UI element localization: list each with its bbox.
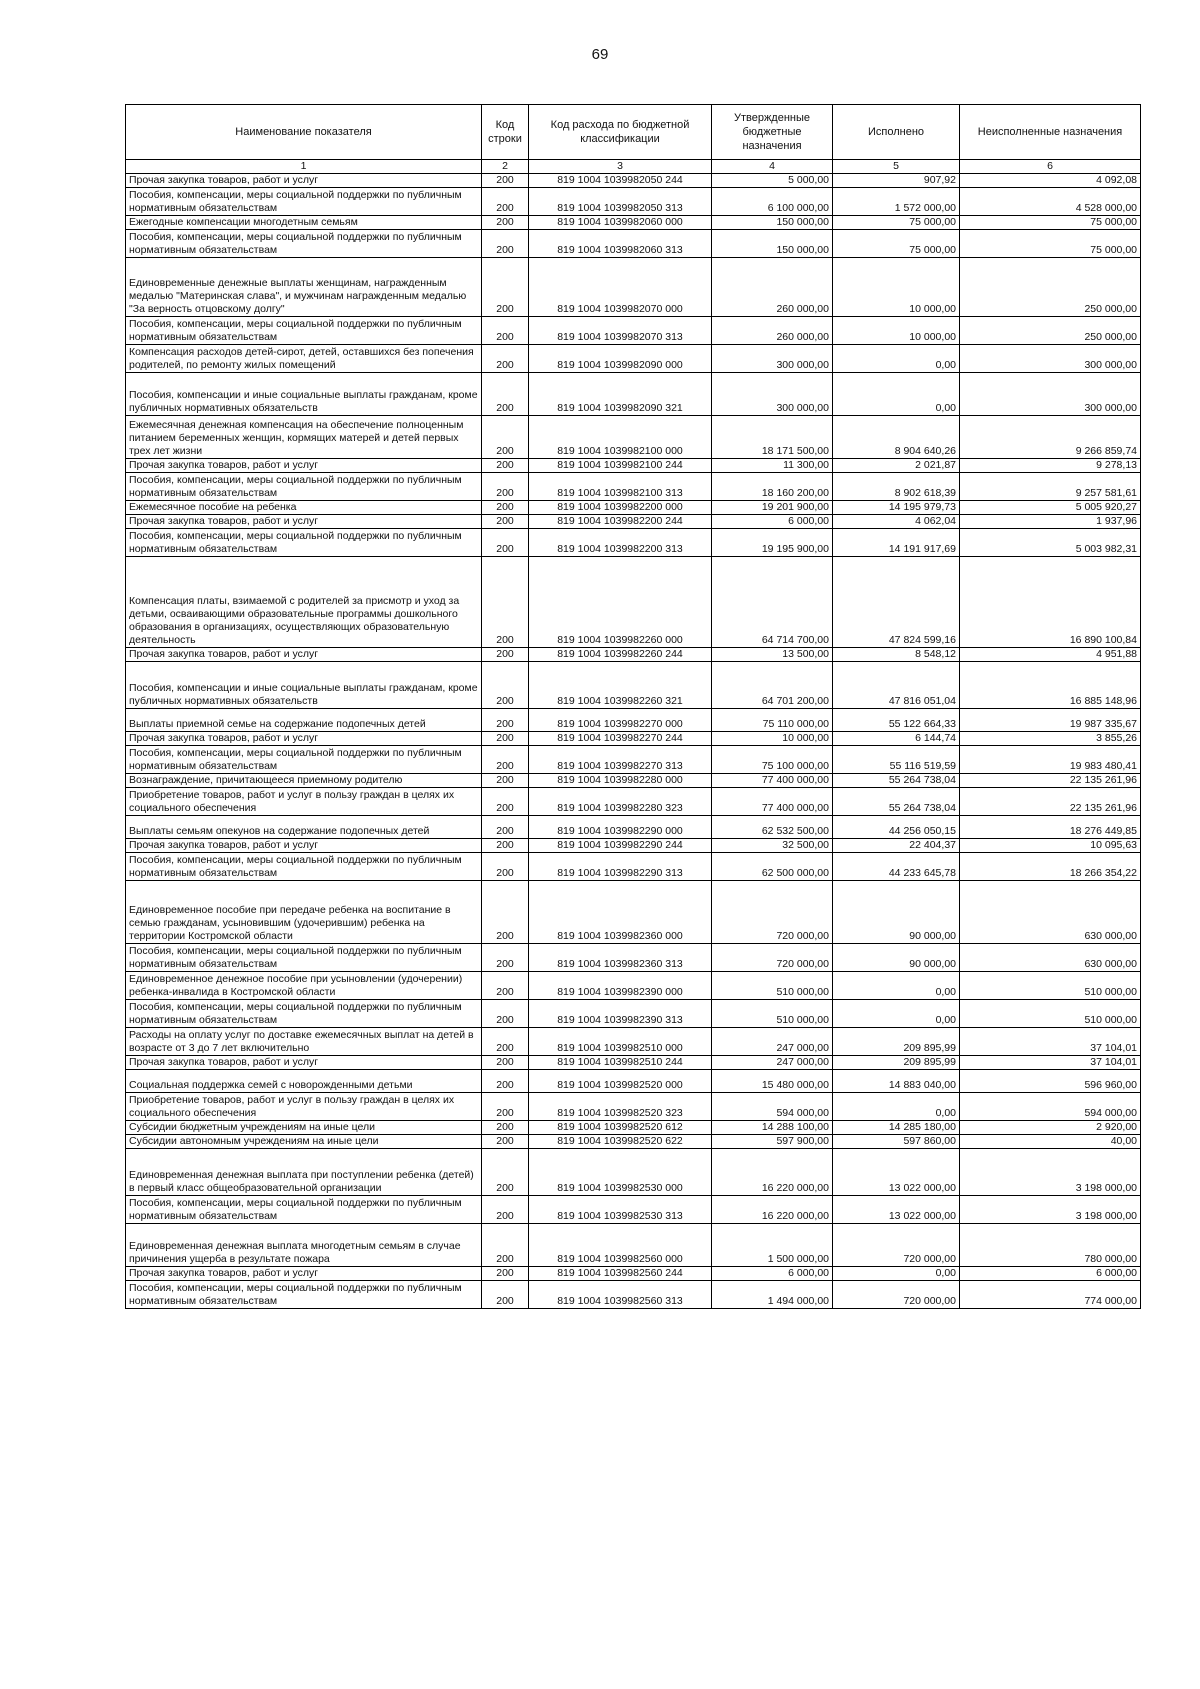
row-name: Пособия, компенсации и иные социальные выплаты гражданам, кроме публичных нормативных обязательств (126, 373, 482, 416)
row-name: Субсидии бюджетным учреждениям на иные цели (126, 1121, 482, 1135)
table-row (126, 839, 1141, 853)
row-executed: 1 572 000,00 (833, 188, 960, 216)
row-approved: 62 532 500,00 (712, 816, 833, 839)
row-line-code: 200 (482, 648, 529, 662)
row-unexecuted: 630 000,00 (960, 944, 1141, 972)
row-unexecuted: 2 920,00 (960, 1121, 1141, 1135)
row-executed: 907,92 (833, 174, 960, 188)
table-row (126, 1028, 1141, 1056)
row-name: Выплаты семьям опекунов на содержание подопечных детей (126, 816, 482, 839)
row-line-code: 200 (482, 174, 529, 188)
row-approved: 1 500 000,00 (712, 1224, 833, 1267)
row-unexecuted: 4 951,88 (960, 648, 1141, 662)
row-executed: 0,00 (833, 1267, 960, 1281)
row-approved: 64 701 200,00 (712, 662, 833, 709)
row-name: Пособия, компенсации, меры социальной поддержки по публичным нормативным обязательствам (126, 853, 482, 881)
row-approved: 510 000,00 (712, 1000, 833, 1028)
row-line-code: 200 (482, 216, 529, 230)
row-approved: 247 000,00 (712, 1056, 833, 1070)
table-row (126, 816, 1141, 839)
row-unexecuted: 594 000,00 (960, 1093, 1141, 1121)
row-name: Ежегодные компенсации многодетным семьям (126, 216, 482, 230)
row-executed: 209 895,99 (833, 1056, 960, 1070)
row-approved: 32 500,00 (712, 839, 833, 853)
row-name: Приобретение товаров, работ и услуг в пользу граждан в целях их социального обеспечения (126, 1093, 482, 1121)
row-budget-code: 819 1004 1039982520 622 (529, 1135, 712, 1149)
header-line-code: Код строки (482, 105, 529, 160)
table-row (126, 1281, 1141, 1309)
table-row (126, 1149, 1141, 1196)
row-approved: 16 220 000,00 (712, 1196, 833, 1224)
row-budget-code: 819 1004 1039982060 000 (529, 216, 712, 230)
row-unexecuted: 510 000,00 (960, 1000, 1141, 1028)
table-row (126, 317, 1141, 345)
row-executed: 0,00 (833, 1000, 960, 1028)
row-unexecuted: 19 987 335,67 (960, 709, 1141, 732)
row-name: Ежемесячная денежная компенсация на обеспечение полноценным питанием беременных женщин, кормящих матерей и детей первых трех лет жизни (126, 416, 482, 459)
row-approved: 300 000,00 (712, 345, 833, 373)
table-body (126, 174, 1141, 1309)
page-number: 69 (591, 46, 609, 63)
column-number: 4 (712, 160, 833, 174)
row-unexecuted: 16 890 100,84 (960, 557, 1141, 648)
row-line-code: 200 (482, 1056, 529, 1070)
row-executed: 55 264 738,04 (833, 788, 960, 816)
row-unexecuted: 300 000,00 (960, 373, 1141, 416)
row-name: Прочая закупка товаров, работ и услуг (126, 648, 482, 662)
row-budget-code: 819 1004 1039982090 000 (529, 345, 712, 373)
row-budget-code: 819 1004 1039982530 000 (529, 1149, 712, 1196)
row-budget-code: 819 1004 1039982260 244 (529, 648, 712, 662)
row-name: Приобретение товаров, работ и услуг в пользу граждан в целях их социального обеспечения (126, 788, 482, 816)
row-line-code: 200 (482, 188, 529, 216)
row-unexecuted: 5 003 982,31 (960, 529, 1141, 557)
row-line-code: 200 (482, 1196, 529, 1224)
row-approved: 720 000,00 (712, 881, 833, 944)
row-line-code: 200 (482, 816, 529, 839)
table-row (126, 230, 1141, 258)
row-budget-code: 819 1004 1039982520 000 (529, 1070, 712, 1093)
row-unexecuted: 1 937,96 (960, 515, 1141, 529)
row-approved: 18 171 500,00 (712, 416, 833, 459)
row-name: Компенсация расходов детей-сирот, детей, оставшихся без попечения родителей, по ремонту жилых помещений (126, 345, 482, 373)
row-unexecuted: 510 000,00 (960, 972, 1141, 1000)
row-executed: 55 264 738,04 (833, 774, 960, 788)
row-unexecuted: 16 885 148,96 (960, 662, 1141, 709)
row-budget-code: 819 1004 1039982530 313 (529, 1196, 712, 1224)
table-row (126, 972, 1141, 1000)
row-unexecuted: 6 000,00 (960, 1267, 1141, 1281)
column-number: 5 (833, 160, 960, 174)
table-row (126, 216, 1141, 230)
row-approved: 300 000,00 (712, 373, 833, 416)
header-unexecuted: Неисполненные назначения (960, 105, 1141, 160)
row-line-code: 200 (482, 972, 529, 1000)
row-executed: 13 022 000,00 (833, 1149, 960, 1196)
row-executed: 4 062,04 (833, 515, 960, 529)
row-budget-code: 819 1004 1039982520 323 (529, 1093, 712, 1121)
row-approved: 77 400 000,00 (712, 788, 833, 816)
row-budget-code: 819 1004 1039982260 000 (529, 557, 712, 648)
row-approved: 10 000,00 (712, 732, 833, 746)
row-unexecuted: 630 000,00 (960, 881, 1141, 944)
table-row (126, 473, 1141, 501)
row-name: Субсидии автономным учреждениям на иные цели (126, 1135, 482, 1149)
row-budget-code: 819 1004 1039982060 313 (529, 230, 712, 258)
row-name: Прочая закупка товаров, работ и услуг (126, 515, 482, 529)
row-line-code: 200 (482, 839, 529, 853)
row-executed: 6 144,74 (833, 732, 960, 746)
row-unexecuted: 37 104,01 (960, 1028, 1141, 1056)
table-row (126, 373, 1141, 416)
row-line-code: 200 (482, 317, 529, 345)
row-approved: 6 100 000,00 (712, 188, 833, 216)
row-line-code: 200 (482, 1281, 529, 1309)
row-budget-code: 819 1004 1039982360 000 (529, 881, 712, 944)
table-row (126, 188, 1141, 216)
table-row (126, 1267, 1141, 1281)
row-unexecuted: 5 005 920,27 (960, 501, 1141, 515)
row-unexecuted: 9 266 859,74 (960, 416, 1141, 459)
row-approved: 1 494 000,00 (712, 1281, 833, 1309)
row-name: Пособия, компенсации, меры социальной поддержки по публичным нормативным обязательствам (126, 746, 482, 774)
row-budget-code: 819 1004 1039982260 321 (529, 662, 712, 709)
row-executed: 0,00 (833, 1093, 960, 1121)
row-budget-code: 819 1004 1039982070 000 (529, 258, 712, 317)
row-approved: 510 000,00 (712, 972, 833, 1000)
row-executed: 209 895,99 (833, 1028, 960, 1056)
row-unexecuted: 4 528 000,00 (960, 188, 1141, 216)
table-row (126, 1224, 1141, 1267)
row-line-code: 200 (482, 1093, 529, 1121)
row-executed: 75 000,00 (833, 230, 960, 258)
column-number: 1 (126, 160, 482, 174)
row-name: Пособия, компенсации, меры социальной поддержки по публичным нормативным обязательствам (126, 944, 482, 972)
table-row (126, 501, 1141, 515)
row-line-code: 200 (482, 788, 529, 816)
row-line-code: 200 (482, 774, 529, 788)
row-unexecuted: 3 198 000,00 (960, 1149, 1141, 1196)
row-line-code: 200 (482, 1267, 529, 1281)
row-budget-code: 819 1004 1039982100 244 (529, 459, 712, 473)
row-line-code: 200 (482, 258, 529, 317)
row-approved: 77 400 000,00 (712, 774, 833, 788)
table-row (126, 174, 1141, 188)
row-budget-code: 819 1004 1039982510 000 (529, 1028, 712, 1056)
row-name: Прочая закупка товаров, работ и услуг (126, 1267, 482, 1281)
header-budget-code: Код расхода по бюджетной классификации (529, 105, 712, 160)
row-name: Пособия, компенсации, меры социальной поддержки по публичным нормативным обязательствам (126, 473, 482, 501)
row-name: Единовременное денежное пособие при усыновлении (удочерении) ребенка-инвалида в Костромской области (126, 972, 482, 1000)
row-budget-code: 819 1004 1039982390 313 (529, 1000, 712, 1028)
row-executed: 22 404,37 (833, 839, 960, 853)
row-line-code: 200 (482, 230, 529, 258)
table-row (126, 345, 1141, 373)
row-line-code: 200 (482, 853, 529, 881)
row-name: Единовременная денежная выплата при поступлении ребенка (детей) в первый класс общеобразовательной организации (126, 1149, 482, 1196)
row-line-code: 200 (482, 473, 529, 501)
row-approved: 6 000,00 (712, 1267, 833, 1281)
row-unexecuted: 75 000,00 (960, 216, 1141, 230)
row-approved: 260 000,00 (712, 258, 833, 317)
row-approved: 18 160 200,00 (712, 473, 833, 501)
row-approved: 16 220 000,00 (712, 1149, 833, 1196)
table-row (126, 774, 1141, 788)
row-executed: 44 233 645,78 (833, 853, 960, 881)
row-unexecuted: 18 276 449,85 (960, 816, 1141, 839)
row-executed: 8 548,12 (833, 648, 960, 662)
row-executed: 0,00 (833, 345, 960, 373)
row-name: Пособия, компенсации, меры социальной поддержки по публичным нормативным обязательствам (126, 317, 482, 345)
row-budget-code: 819 1004 1039982100 000 (529, 416, 712, 459)
row-name: Вознаграждение, причитающееся приемному родителю (126, 774, 482, 788)
row-executed: 8 902 618,39 (833, 473, 960, 501)
row-approved: 75 100 000,00 (712, 746, 833, 774)
table-row (126, 881, 1141, 944)
row-line-code: 200 (482, 515, 529, 529)
row-name: Единовременное пособие при передаче ребенка на воспитание в семью гражданам, усыновившим (удочерившим) ребенка на территории Костромской области (126, 881, 482, 944)
table-row (126, 944, 1141, 972)
row-approved: 14 288 100,00 (712, 1121, 833, 1135)
row-unexecuted: 780 000,00 (960, 1224, 1141, 1267)
row-line-code: 200 (482, 529, 529, 557)
row-approved: 260 000,00 (712, 317, 833, 345)
row-executed: 597 860,00 (833, 1135, 960, 1149)
table-row (126, 648, 1141, 662)
row-budget-code: 819 1004 1039982200 313 (529, 529, 712, 557)
row-unexecuted: 4 092,08 (960, 174, 1141, 188)
row-budget-code: 819 1004 1039982290 000 (529, 816, 712, 839)
row-name: Пособия, компенсации, меры социальной поддержки по публичным нормативным обязательствам (126, 188, 482, 216)
row-name: Пособия, компенсации, меры социальной поддержки по публичным нормативным обязательствам (126, 1196, 482, 1224)
row-approved: 594 000,00 (712, 1093, 833, 1121)
row-unexecuted: 40,00 (960, 1135, 1141, 1149)
row-budget-code: 819 1004 1039982200 244 (529, 515, 712, 529)
row-executed: 14 883 040,00 (833, 1070, 960, 1093)
row-budget-code: 819 1004 1039982560 000 (529, 1224, 712, 1267)
row-name: Расходы на оплату услуг по доставке ежемесячных выплат на детей в возрасте от 3 до 7 лет включительно (126, 1028, 482, 1056)
column-number: 2 (482, 160, 529, 174)
row-line-code: 200 (482, 1028, 529, 1056)
row-line-code: 200 (482, 881, 529, 944)
table-row (126, 416, 1141, 459)
table-row (126, 515, 1141, 529)
row-approved: 247 000,00 (712, 1028, 833, 1056)
table-row (126, 853, 1141, 881)
column-number-row (126, 160, 1141, 174)
table-row (126, 662, 1141, 709)
row-executed: 10 000,00 (833, 258, 960, 317)
row-name: Единовременная денежная выплата многодетным семьям в случае причинения ущерба в результате пожара (126, 1224, 482, 1267)
row-unexecuted: 9 278,13 (960, 459, 1141, 473)
row-budget-code: 819 1004 1039982270 244 (529, 732, 712, 746)
row-approved: 11 300,00 (712, 459, 833, 473)
row-unexecuted: 3 198 000,00 (960, 1196, 1141, 1224)
row-executed: 47 816 051,04 (833, 662, 960, 709)
row-unexecuted: 596 960,00 (960, 1070, 1141, 1093)
row-line-code: 200 (482, 709, 529, 732)
row-line-code: 200 (482, 459, 529, 473)
row-executed: 8 904 640,26 (833, 416, 960, 459)
row-line-code: 200 (482, 501, 529, 515)
row-line-code: 200 (482, 1000, 529, 1028)
row-budget-code: 819 1004 1039982290 313 (529, 853, 712, 881)
row-name: Пособия, компенсации и иные социальные выплаты гражданам, кроме публичных нормативных обязательств (126, 662, 482, 709)
row-executed: 47 824 599,16 (833, 557, 960, 648)
row-approved: 64 714 700,00 (712, 557, 833, 648)
row-budget-code: 819 1004 1039982280 323 (529, 788, 712, 816)
row-approved: 5 000,00 (712, 174, 833, 188)
row-approved: 19 201 900,00 (712, 501, 833, 515)
row-unexecuted: 300 000,00 (960, 345, 1141, 373)
row-line-code: 200 (482, 732, 529, 746)
row-approved: 15 480 000,00 (712, 1070, 833, 1093)
row-budget-code: 819 1004 1039982050 313 (529, 188, 712, 216)
row-budget-code: 819 1004 1039982560 244 (529, 1267, 712, 1281)
row-approved: 62 500 000,00 (712, 853, 833, 881)
row-approved: 19 195 900,00 (712, 529, 833, 557)
table-header-row (126, 105, 1141, 160)
row-approved: 13 500,00 (712, 648, 833, 662)
row-line-code: 200 (482, 373, 529, 416)
table-row (126, 258, 1141, 317)
row-line-code: 200 (482, 1135, 529, 1149)
row-unexecuted: 250 000,00 (960, 258, 1141, 317)
row-executed: 75 000,00 (833, 216, 960, 230)
row-line-code: 200 (482, 1070, 529, 1093)
row-name: Прочая закупка товаров, работ и услуг (126, 839, 482, 853)
row-unexecuted: 10 095,63 (960, 839, 1141, 853)
table-row (126, 788, 1141, 816)
table-row (126, 732, 1141, 746)
row-executed: 720 000,00 (833, 1224, 960, 1267)
row-line-code: 200 (482, 1224, 529, 1267)
row-approved: 150 000,00 (712, 216, 833, 230)
row-unexecuted: 22 135 261,96 (960, 788, 1141, 816)
row-budget-code: 819 1004 1039982270 000 (529, 709, 712, 732)
column-number: 6 (960, 160, 1141, 174)
table-row (126, 746, 1141, 774)
row-line-code: 200 (482, 746, 529, 774)
row-unexecuted: 3 855,26 (960, 732, 1141, 746)
row-executed: 55 122 664,33 (833, 709, 960, 732)
row-name: Пособия, компенсации, меры социальной поддержки по публичным нормативным обязательствам (126, 529, 482, 557)
row-approved: 597 900,00 (712, 1135, 833, 1149)
row-name: Прочая закупка товаров, работ и услуг (126, 174, 482, 188)
row-line-code: 200 (482, 416, 529, 459)
row-executed: 14 191 917,69 (833, 529, 960, 557)
row-executed: 2 021,87 (833, 459, 960, 473)
row-unexecuted: 9 257 581,61 (960, 473, 1141, 501)
row-budget-code: 819 1004 1039982510 244 (529, 1056, 712, 1070)
row-line-code: 200 (482, 1121, 529, 1135)
row-name: Пособия, компенсации, меры социальной поддержки по публичным нормативным обязательствам (126, 1281, 482, 1309)
header-approved: Утвержденные бюджетные назначения (712, 105, 833, 160)
row-budget-code: 819 1004 1039982360 313 (529, 944, 712, 972)
row-unexecuted: 250 000,00 (960, 317, 1141, 345)
row-unexecuted: 18 266 354,22 (960, 853, 1141, 881)
column-number: 3 (529, 160, 712, 174)
table-row (126, 1070, 1141, 1093)
table-row (126, 557, 1141, 648)
row-name: Ежемесячное пособие на ребенка (126, 501, 482, 515)
header-executed: Исполнено (833, 105, 960, 160)
row-unexecuted: 774 000,00 (960, 1281, 1141, 1309)
budget-execution-table (125, 104, 1141, 1309)
row-budget-code: 819 1004 1039982090 321 (529, 373, 712, 416)
table-row (126, 1121, 1141, 1135)
table-row (126, 1093, 1141, 1121)
row-approved: 75 110 000,00 (712, 709, 833, 732)
row-name: Выплаты приемной семье на содержание подопечных детей (126, 709, 482, 732)
row-name: Прочая закупка товаров, работ и услуг (126, 732, 482, 746)
row-budget-code: 819 1004 1039982200 000 (529, 501, 712, 515)
row-line-code: 200 (482, 1149, 529, 1196)
row-budget-code: 819 1004 1039982290 244 (529, 839, 712, 853)
row-line-code: 200 (482, 345, 529, 373)
row-executed: 10 000,00 (833, 317, 960, 345)
row-executed: 13 022 000,00 (833, 1196, 960, 1224)
row-name: Единовременные денежные выплаты женщинам, награжденным медалью "Материнская слава", и мужчинам награжденным медалью "За верность отцовскому долгу" (126, 258, 482, 317)
row-budget-code: 819 1004 1039982100 313 (529, 473, 712, 501)
row-name: Пособия, компенсации, меры социальной поддержки по публичным нормативным обязательствам (126, 1000, 482, 1028)
row-budget-code: 819 1004 1039982050 244 (529, 174, 712, 188)
table-row (126, 1135, 1141, 1149)
table-row (126, 1056, 1141, 1070)
row-line-code: 200 (482, 944, 529, 972)
row-name: Прочая закупка товаров, работ и услуг (126, 1056, 482, 1070)
row-unexecuted: 19 983 480,41 (960, 746, 1141, 774)
row-executed: 14 285 180,00 (833, 1121, 960, 1135)
row-executed: 0,00 (833, 972, 960, 1000)
table-row (126, 1000, 1141, 1028)
row-budget-code: 819 1004 1039982280 000 (529, 774, 712, 788)
row-unexecuted: 22 135 261,96 (960, 774, 1141, 788)
table-row (126, 709, 1141, 732)
table-row (126, 529, 1141, 557)
row-executed: 720 000,00 (833, 1281, 960, 1309)
table-row (126, 459, 1141, 473)
row-approved: 720 000,00 (712, 944, 833, 972)
row-unexecuted: 37 104,01 (960, 1056, 1141, 1070)
row-name: Социальная поддержка семей с новорожденными детьми (126, 1070, 482, 1093)
row-budget-code: 819 1004 1039982520 612 (529, 1121, 712, 1135)
row-budget-code: 819 1004 1039982390 000 (529, 972, 712, 1000)
row-executed: 0,00 (833, 373, 960, 416)
row-line-code: 200 (482, 662, 529, 709)
header-name: Наименование показателя (126, 105, 482, 160)
row-line-code: 200 (482, 557, 529, 648)
row-name: Прочая закупка товаров, работ и услуг (126, 459, 482, 473)
row-executed: 55 116 519,59 (833, 746, 960, 774)
row-name: Пособия, компенсации, меры социальной поддержки по публичным нормативным обязательствам (126, 230, 482, 258)
row-unexecuted: 75 000,00 (960, 230, 1141, 258)
table-row (126, 1196, 1141, 1224)
row-name: Компенсация платы, взимаемой с родителей за присмотр и уход за детьми, осваивающими образовательные программы дошкольного образования в организациях, осуществляющих образовательную деятельность (126, 557, 482, 648)
row-executed: 90 000,00 (833, 944, 960, 972)
row-executed: 14 195 979,73 (833, 501, 960, 515)
row-executed: 90 000,00 (833, 881, 960, 944)
row-budget-code: 819 1004 1039982270 313 (529, 746, 712, 774)
row-budget-code: 819 1004 1039982070 313 (529, 317, 712, 345)
row-budget-code: 819 1004 1039982560 313 (529, 1281, 712, 1309)
row-executed: 44 256 050,15 (833, 816, 960, 839)
row-approved: 150 000,00 (712, 230, 833, 258)
row-approved: 6 000,00 (712, 515, 833, 529)
